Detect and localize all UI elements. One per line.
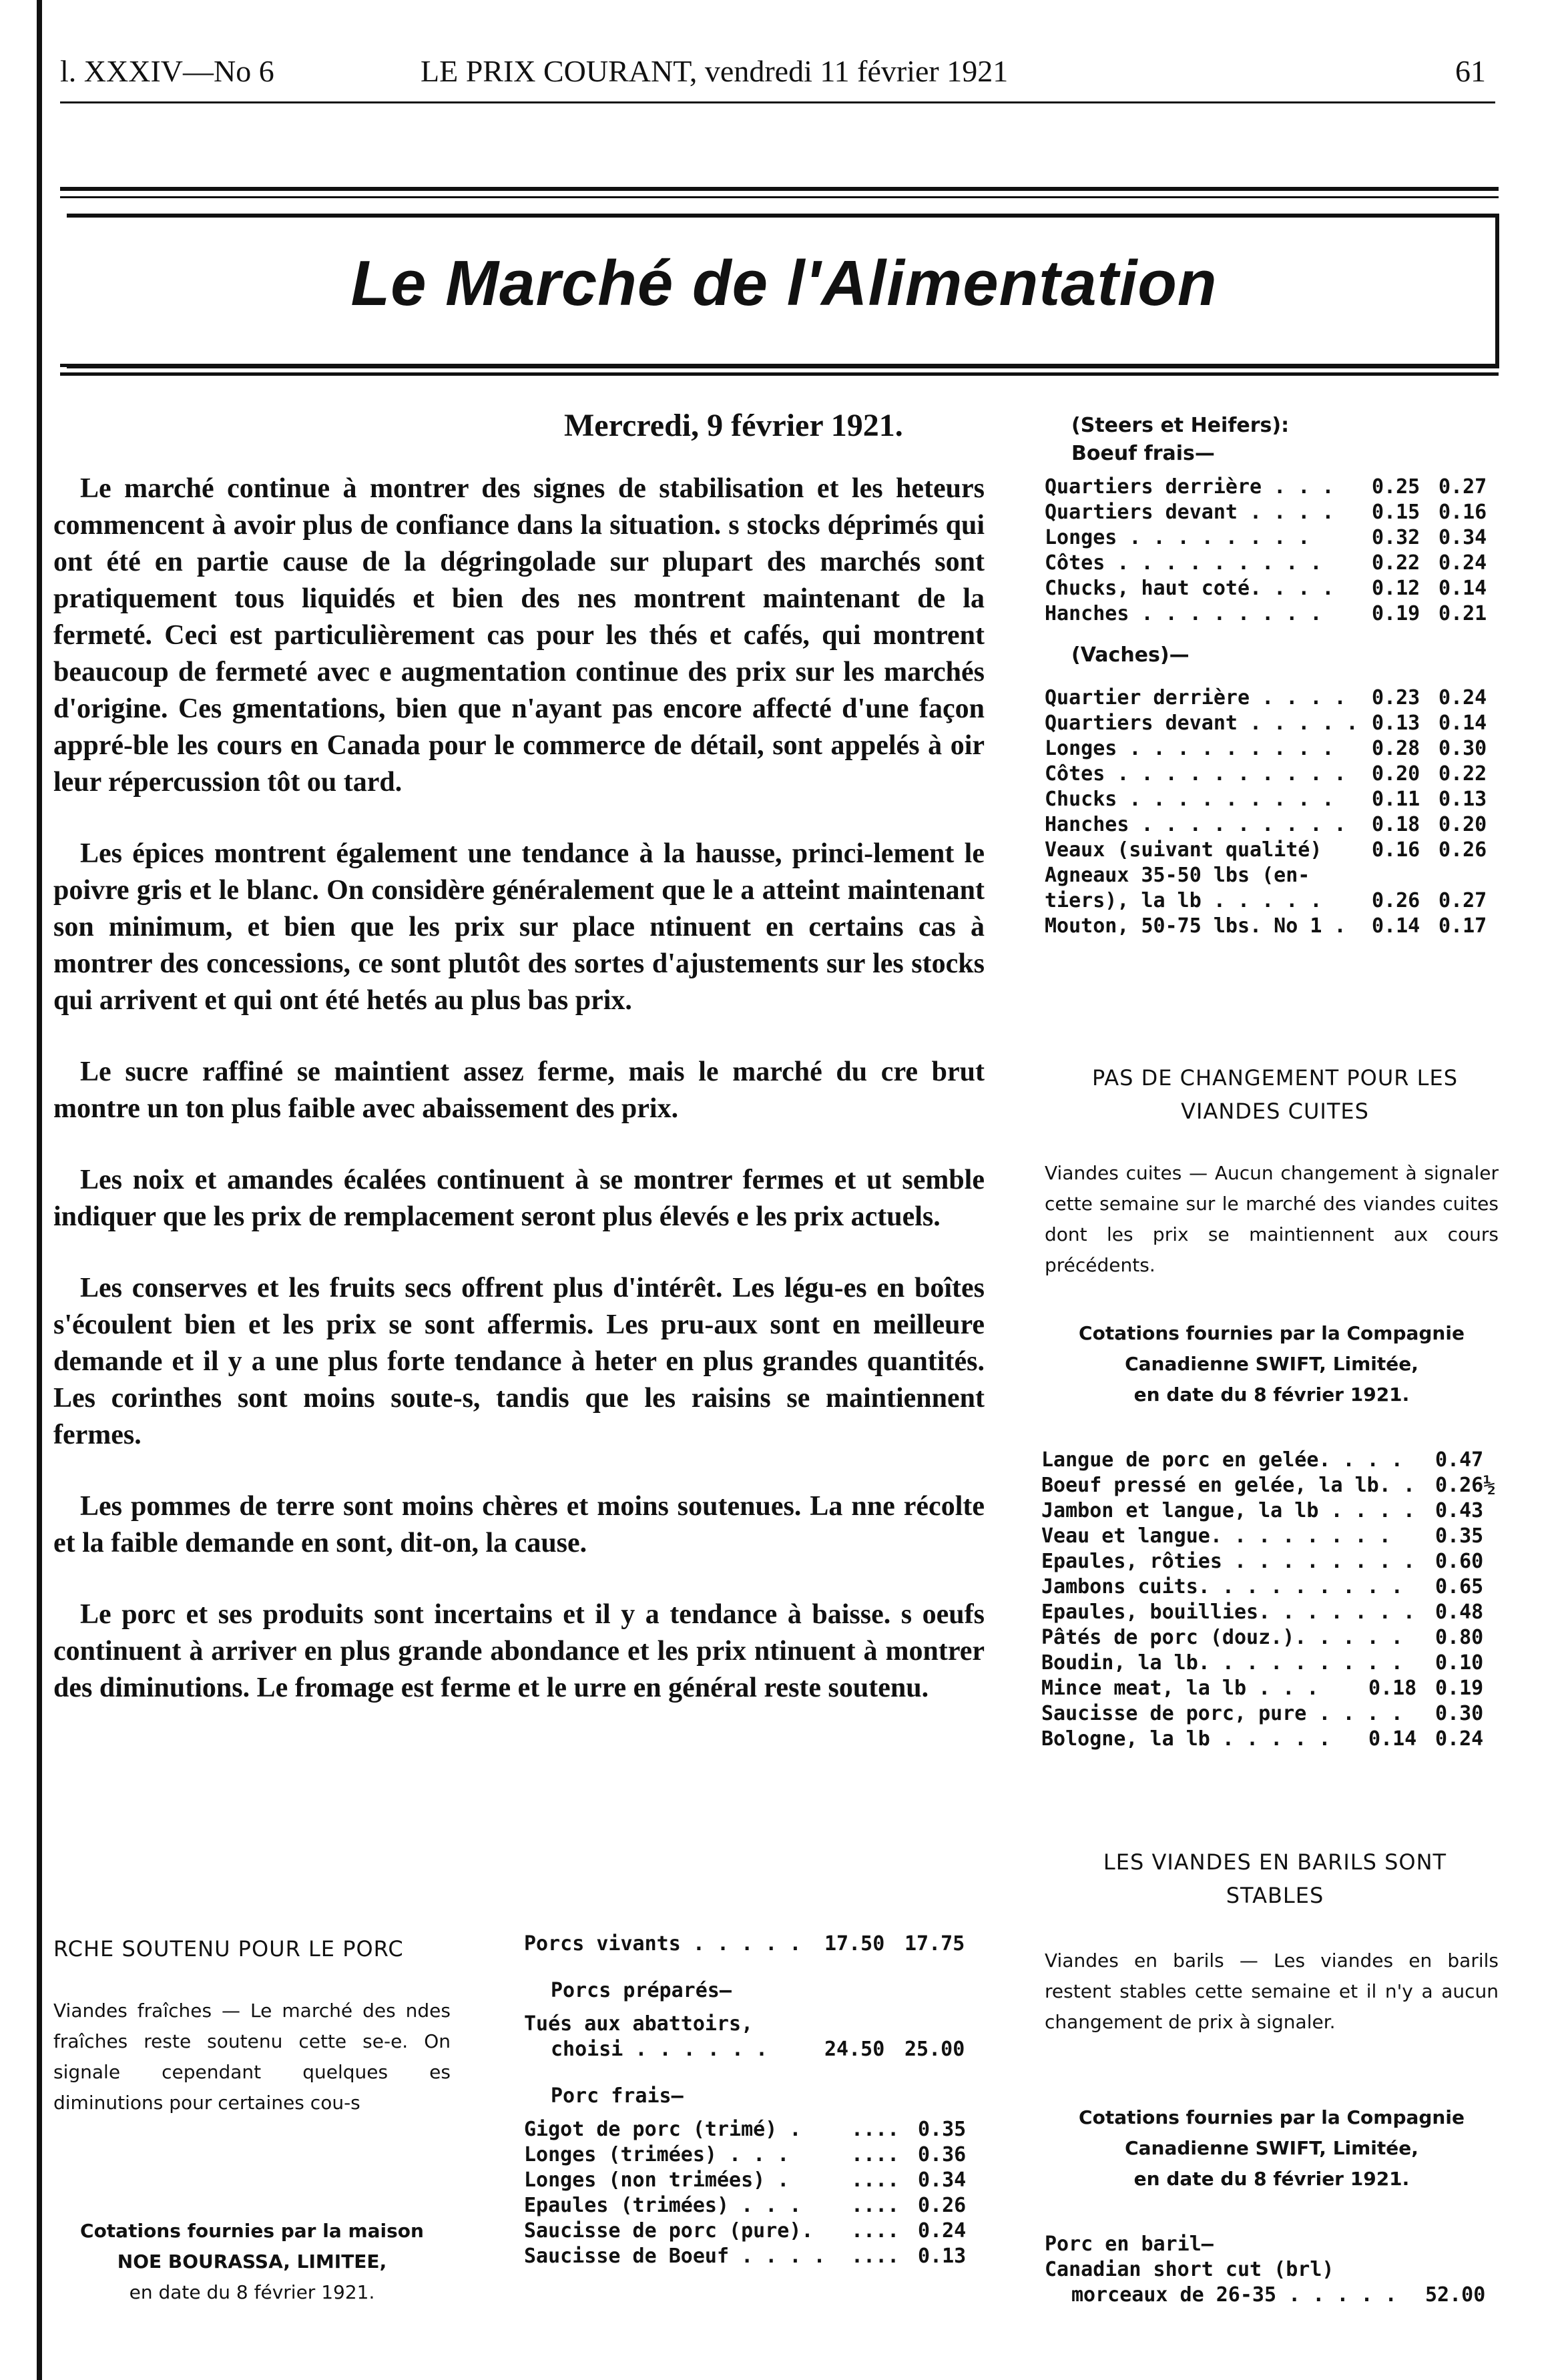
- dot-leader: ....: [851, 2194, 900, 2217]
- boeuf-price-list: [1045, 414, 1505, 940]
- price-row: [1045, 889, 1505, 914]
- price-value: 0.36: [918, 2143, 967, 2166]
- price-low: 0.18: [1372, 813, 1420, 836]
- steers-rows: [1045, 475, 1505, 627]
- price-value: 0.65: [1435, 1575, 1484, 1598]
- banner-top-rules: [60, 187, 1499, 204]
- price-high: 17.75: [904, 1932, 965, 1956]
- binding-edge-line: [37, 0, 42, 2380]
- article-body: [53, 471, 985, 1741]
- price-value: 0.24: [1435, 1727, 1484, 1751]
- price-low: 0.26: [1372, 889, 1420, 912]
- price-value: 0.26½: [1435, 1474, 1496, 1497]
- banner-bottom-rules: [60, 364, 1499, 381]
- volume-number: l. XXXIV—No 6: [60, 54, 274, 88]
- price-value: 0.60: [1435, 1550, 1484, 1573]
- price-label: Saucisse de porc, pure . . . .: [1041, 1702, 1403, 1725]
- price-high: 0.27: [1439, 889, 1487, 912]
- price-low: 0.12: [1372, 577, 1420, 600]
- price-low: 0.32: [1372, 526, 1420, 549]
- price-row: [524, 2194, 971, 2219]
- price-label: Longes . . . . . . . . .: [1045, 737, 1334, 760]
- price-high: 0.22: [1439, 762, 1487, 786]
- price-value: 0.47: [1435, 1448, 1484, 1472]
- price-row: [1041, 1524, 1502, 1550]
- price-low: 0.25: [1372, 475, 1420, 499]
- price-label: Agneaux 35-50 lbs (en-: [1045, 864, 1310, 887]
- article-paragraph: Les pommes de terre sont moins chères et moins soutenues. La nne récolte et la faible demande en sont, dit-on, la cause.: [53, 1491, 985, 1558]
- price-high: 0.16: [1439, 501, 1487, 524]
- price-high: 0.27: [1439, 475, 1487, 499]
- dot-leader: ....: [851, 2219, 900, 2243]
- price-label: morceaux de 26-35 . . . . .: [1071, 2283, 1397, 2307]
- running-header: [60, 53, 1495, 107]
- price-label: choisi . . . . . .: [551, 2038, 768, 2061]
- price-high: 0.13: [1439, 788, 1487, 811]
- price-row: [1041, 1448, 1502, 1474]
- price-low: 0.14: [1368, 1727, 1417, 1751]
- price-value: 0.19: [1435, 1677, 1484, 1700]
- article-paragraph: Le porc et ses produits sont incertains et il y a tendance à baisse. s oeufs continuent à arriver en plus grande abondance et les prix ntinuent à montrer des diminutions. Le fromage est ferme et le urre en général reste soutenu.: [53, 1599, 985, 1703]
- price-low: 24.50: [824, 2038, 885, 2061]
- price-value: 0.30: [1435, 1702, 1484, 1725]
- header-rule: [60, 101, 1495, 103]
- price-low: 0.13: [1372, 711, 1420, 735]
- price-row: [1045, 577, 1505, 602]
- barils-quote: [1045, 2102, 1499, 2194]
- quote-line: en date du 8 février 1921.: [129, 2281, 375, 2303]
- price-label: tiers), la lb . . . . .: [1045, 889, 1322, 912]
- price-row: [1045, 914, 1505, 940]
- price-label: Longes (trimées) . . .: [524, 2143, 790, 2166]
- price-row: [524, 2143, 971, 2168]
- price-row: [524, 2038, 971, 2084]
- price-high: 0.24: [1439, 551, 1487, 575]
- price-high: 0.20: [1439, 813, 1487, 836]
- price-row: [1045, 551, 1505, 577]
- price-label: Tués aux abattoirs,: [524, 2012, 754, 2036]
- section-title: Le Marché de l'Alimentation: [350, 248, 1218, 319]
- price-row: [1045, 737, 1505, 762]
- price-row: [524, 2219, 971, 2245]
- dot-leader: ....: [851, 2168, 900, 2192]
- price-high: 0.24: [1439, 686, 1487, 709]
- subheading: (Vaches)—: [1071, 643, 1190, 667]
- viandes-cuites-price-list: [1041, 1448, 1502, 1753]
- price-row: [1041, 1677, 1502, 1702]
- price-row: [1045, 501, 1505, 526]
- price-low: 0.15: [1372, 501, 1420, 524]
- price-label: Côtes . . . . . . . . . .: [1045, 762, 1346, 786]
- quote-line: Canadienne SWIFT, Limitée,: [1125, 2137, 1418, 2159]
- price-label: Quartiers devant . . . .: [1045, 501, 1334, 524]
- price-label: Côtes . . . . . . . . .: [1045, 551, 1322, 575]
- price-label: Quartiers devant . . . . .: [1045, 711, 1358, 735]
- dot-leader: ....: [851, 2118, 900, 2141]
- price-label: Mince meat, la lb . . .: [1041, 1677, 1319, 1700]
- price-label: Hanches . . . . . . . . .: [1045, 813, 1346, 836]
- vaches-rows: [1045, 686, 1505, 940]
- price-row: [1041, 1702, 1502, 1727]
- barils-paragraph: Viandes en barils — Les viandes en barils restent stables cette semaine et il n'y a aucun changement de prix à signaler.: [1045, 1950, 1499, 2033]
- porc-quote: [53, 2216, 451, 2308]
- price-label: Saucisse de porc (pure).: [524, 2219, 814, 2243]
- journal-title: LE PRIX COURANT, vendredi 11 février 1921: [421, 54, 1009, 88]
- price-value: 0.43: [1435, 1499, 1484, 1522]
- price-row: [524, 2012, 971, 2038]
- article-paragraph: Les épices montrent également une tendance à la hausse, princi-lement le poivre gris et le blanc. On considère généralement que le a atteint maintenant son minimum, et bien que les prix sur place ntinuent en certains cas à montrer des concessions, ce sont plutôt des sortes d'ajustements sur les stocks qui arrivent et qui ont été hetés au plus bas prix.: [53, 838, 985, 1016]
- subheading: Porc en baril—: [1045, 2233, 1214, 2256]
- price-label: Chucks . . . . . . . . .: [1045, 788, 1334, 811]
- price-label: Veau et langue. . . . . . . .: [1041, 1524, 1391, 1548]
- price-row: [1045, 475, 1505, 501]
- price-high: 0.30: [1439, 737, 1487, 760]
- price-value: 0.13: [918, 2245, 967, 2268]
- price-label: Epaules, bouillies. . . . . . .: [1041, 1600, 1415, 1624]
- price-label: Epaules, rôties . . . . . . . .: [1041, 1550, 1415, 1573]
- price-row: [1045, 686, 1505, 711]
- subheading: Porcs préparés—: [551, 1979, 732, 2002]
- quote-line: Cotations fournies par la Compagnie: [1079, 2106, 1465, 2128]
- dot-leader: ....: [851, 2245, 900, 2268]
- price-value: 0.10: [1435, 1651, 1484, 1675]
- porc-paragraph: Viandes fraîches — Le marché des ndes fraîches reste soutenu cette se-e. On signale cependant quelques es diminutions pour certaines cou-s: [53, 2000, 451, 2114]
- article-paragraph: Les noix et amandes écalées continuent à se montrer fermes et ut semble indiquer que les prix de remplacement seront plus élevés e les prix actuels.: [53, 1165, 985, 1232]
- price-high: 0.26: [1439, 838, 1487, 862]
- price-label: Canadian short cut (brl): [1045, 2258, 1334, 2281]
- price-low: 0.20: [1372, 762, 1420, 786]
- price-low: 0.11: [1372, 788, 1420, 811]
- price-label: Chucks, haut coté. . . .: [1045, 577, 1334, 600]
- price-row: [1045, 788, 1505, 813]
- price-value: 0.34: [918, 2168, 967, 2192]
- price-value: 0.35: [1435, 1524, 1484, 1548]
- price-row: [524, 2168, 971, 2194]
- price-row: [524, 2245, 971, 2270]
- price-value: 52.00: [1425, 2283, 1486, 2307]
- price-label: Quartier derrière . . . .: [1045, 686, 1346, 709]
- price-high: 25.00: [904, 2038, 965, 2061]
- article-paragraph: Le marché continue à montrer des signes de stabilisation et les heteurs commencent à avoir plus de confiance dans la situation. s stocks déprimés qui ont été en partie cause de la dégringolade sur plupart des marchés sont pratiquement tous liquidés et bien des nes montrent maintenant de la fermeté. Ceci est particulièrement cas pour les thés et cafés, qui montrent beaucoup de fermeté avec e augmentation continue des prix sur les marchés d'origine. Ces gmentations, bien que n'ayant pas encore affecté d'une façon appré-ble les cours en Canada pour le commerce de détail, sont appelés à oir leur répercussion tôt ou tard.: [53, 473, 985, 798]
- subheading: Porc frais—: [551, 2084, 684, 2108]
- price-row: [1041, 1651, 1502, 1677]
- price-label: Langue de porc en gelée. . . .: [1041, 1448, 1403, 1472]
- price-label: Veaux (suivant qualité): [1045, 838, 1322, 862]
- price-row: [1041, 1727, 1502, 1753]
- article-paragraph: Les conserves et les fruits secs offrent plus d'intérêt. Les légu-es en boîtes s'écoulent bien et les prix se sont affermis. Les pru-aux sont en meilleure demande et il y a une plus forte tendance à heter en plus grandes quantités. Les corinthes sont moins soute-s, tandis que les raisins se maintiennent fermes.: [53, 1273, 985, 1450]
- price-low: 17.50: [824, 1932, 885, 1956]
- barils-price-list: [1045, 2233, 1505, 2309]
- article-date: Mercredi, 9 février 1921.: [564, 408, 903, 443]
- price-value: 0.26: [918, 2194, 967, 2217]
- price-row: [1045, 2258, 1505, 2283]
- dot-leader: ....: [851, 2143, 900, 2166]
- porc-heading: RCHE SOUTENU POUR LE PORC: [53, 1936, 404, 1962]
- price-row: [1045, 602, 1505, 627]
- price-low: 0.23: [1372, 686, 1420, 709]
- price-label: Pâtés de porc (douz.). . . . .: [1041, 1626, 1403, 1649]
- price-row: [1045, 762, 1505, 788]
- quote-line: Canadienne SWIFT, Limitée,: [1125, 1353, 1418, 1375]
- price-row: [524, 2118, 971, 2143]
- price-high: 0.14: [1439, 711, 1487, 735]
- porc-frais-rows: [524, 2118, 971, 2270]
- price-low: 0.19: [1372, 602, 1420, 625]
- quote-line: en date du 8 février 1921.: [1133, 2168, 1410, 2190]
- subheading: Boeuf frais—: [1071, 442, 1215, 465]
- page-number: 61: [1455, 54, 1486, 88]
- price-row: [1041, 1575, 1502, 1600]
- price-label: Porcs vivants . . . . .: [524, 1932, 802, 1956]
- viandes-cuites-quote: [1045, 1318, 1499, 1410]
- price-label: Longes . . . . . . . .: [1045, 526, 1310, 549]
- price-label: Jambon et langue, la lb . . . .: [1041, 1499, 1415, 1522]
- price-row: [1045, 711, 1505, 737]
- quote-line: Cotations fournies par la Compagnie: [1079, 1322, 1465, 1344]
- barils-heading: LES VIANDES EN BARILS SONT STABLES: [1103, 1849, 1447, 1908]
- price-label: Bologne, la lb . . . . .: [1041, 1727, 1331, 1751]
- price-label: Quartiers derrière . . .: [1045, 475, 1334, 499]
- porc-price-list: [524, 1932, 971, 2270]
- price-label: Epaules (trimées) . . .: [524, 2194, 802, 2217]
- price-label: Boudin, la lb. . . . . . . . .: [1041, 1651, 1403, 1675]
- price-low: 0.14: [1372, 914, 1420, 938]
- price-label: Gigot de porc (trimé) .: [524, 2118, 802, 2141]
- price-row: [524, 1932, 971, 1979]
- quote-line: Cotations fournies par la maison: [80, 2220, 424, 2242]
- price-value: 0.24: [918, 2219, 967, 2243]
- subheading: (Steers et Heifers):: [1071, 414, 1290, 437]
- price-label: Mouton, 50-75 lbs. No 1 .: [1045, 914, 1346, 938]
- price-label: Saucisse de Boeuf . . . .: [524, 2245, 826, 2268]
- price-low: 0.28: [1372, 737, 1420, 760]
- price-row: [1045, 526, 1505, 551]
- price-high: 0.17: [1439, 914, 1487, 938]
- price-value: 0.48: [1435, 1600, 1484, 1624]
- price-high: 0.14: [1439, 577, 1487, 600]
- price-label: Hanches . . . . . . . .: [1045, 602, 1322, 625]
- price-row: [1045, 813, 1505, 838]
- price-row: [1041, 1600, 1502, 1626]
- price-label: Jambons cuits. . . . . . . . .: [1041, 1575, 1403, 1598]
- price-label: Boeuf pressé en gelée, la lb. .: [1041, 1474, 1415, 1497]
- article-paragraph: Le sucre raffiné se maintient assez ferme, mais le marché du cre brut montre un ton plus faible avec abaissement des prix.: [53, 1057, 985, 1124]
- price-low: 0.18: [1368, 1677, 1417, 1700]
- price-low: 0.16: [1372, 838, 1420, 862]
- price-row: [1045, 838, 1505, 864]
- price-row: [1045, 2283, 1505, 2309]
- price-row: [1041, 1550, 1502, 1575]
- price-label: Longes (non trimées) .: [524, 2168, 790, 2192]
- price-high: 0.21: [1439, 602, 1487, 625]
- price-high: 0.34: [1439, 526, 1487, 549]
- viandes-cuites-paragraph: Viandes cuites — Aucun changement à signaler cette semaine sur le marché des viandes cuites dont les prix se maintiennent aux cours précédents.: [1045, 1162, 1499, 1276]
- quote-line: NOE BOURASSA, LIMITEE,: [117, 2251, 387, 2273]
- quote-line: en date du 8 février 1921.: [1133, 1384, 1410, 1406]
- price-low: 0.22: [1372, 551, 1420, 575]
- price-value: 0.35: [918, 2118, 967, 2141]
- price-value: 0.80: [1435, 1626, 1484, 1649]
- price-row: [1041, 1474, 1502, 1499]
- price-row: [1045, 864, 1505, 889]
- viandes-cuites-heading: PAS DE CHANGEMENT POUR LES VIANDES CUITES: [1091, 1065, 1459, 1124]
- price-row: [1041, 1499, 1502, 1524]
- price-row: [1041, 1626, 1502, 1651]
